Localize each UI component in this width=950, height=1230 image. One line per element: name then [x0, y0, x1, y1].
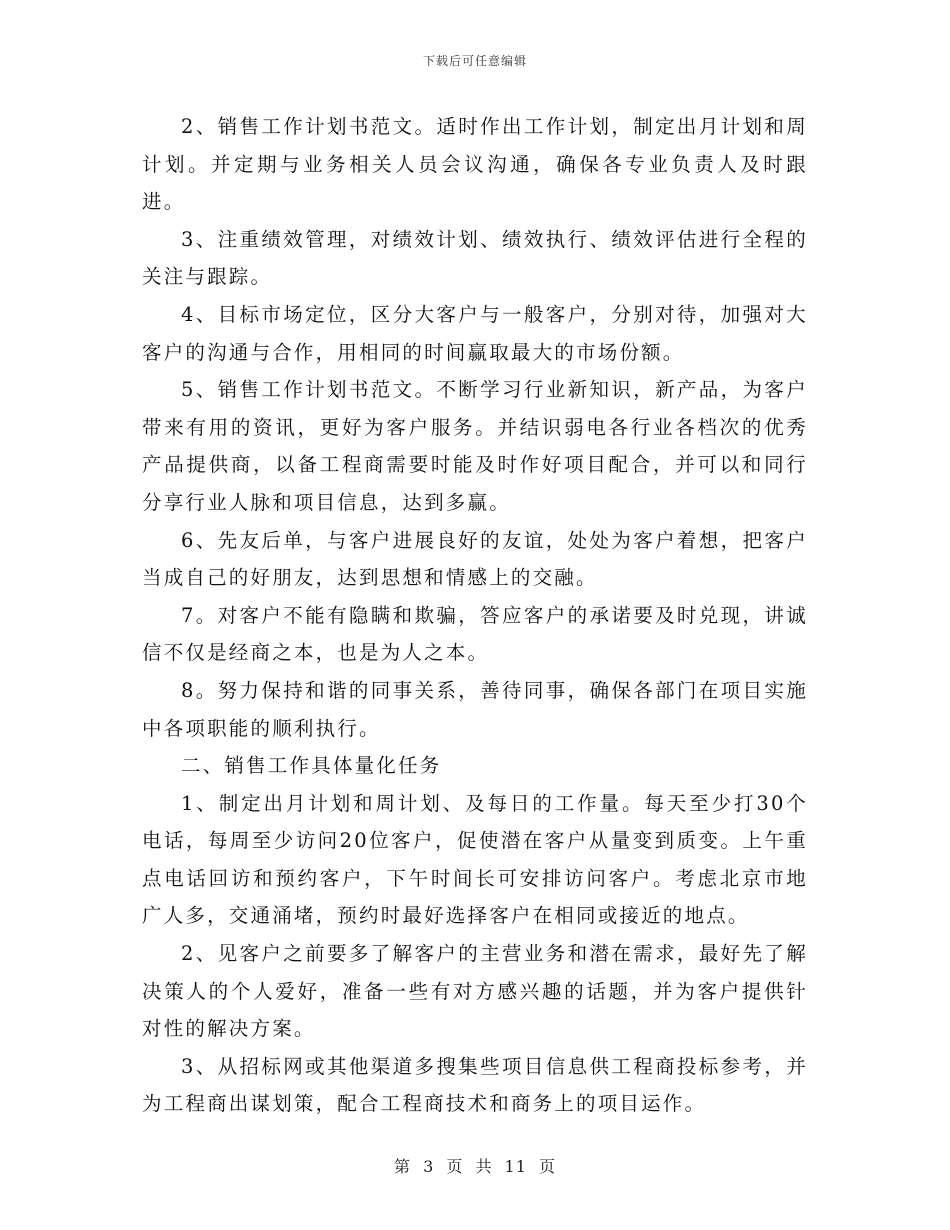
paragraph-item-6: 6、先友后单，与客户进展良好的友谊，处处为客户着想，把客户当成自己的好朋友，达到思想和情感上的交融。 — [142, 528, 808, 590]
page-header: 下载后可任意编辑 — [422, 54, 527, 68]
task-item-2: 2、见客户之前要多了解客户的主营业务和潜在需求，最好先了解决策人的个人爱好，准备一些有对方感兴趣的话题，并为客户提供针对性的解决方案。 — [142, 942, 808, 1041]
paragraph-item-5: 5、销售工作计划书范文。不断学习行业新知识，新产品，为客户带来有用的资讯，更好为客户服务。并结识弱电各行业各档次的优秀产品提供商，以备工程商需要时能及时作好项目配合，并可以和同行分享行业人脉和项目信息，达到多赢。 — [142, 378, 808, 514]
document-body — [142, 108, 808, 1123]
task-item-3: 3、从招标网或其他渠道多搜集些项目信息供工程商投标参考，并为工程商出谋划策，配合工程商技术和商务上的项目运作。 — [142, 1054, 808, 1116]
paragraph-item-8: 8。努力保持和谐的同事关系，善待同事，确保各部门在项目实施中各项职能的顺利执行。 — [142, 678, 808, 740]
paragraph-item-3: 3、注重绩效管理，对绩效计划、绩效执行、绩效评估进行全程的关注与跟踪。 — [142, 227, 808, 289]
paragraph-item-7: 7。对客户不能有隐瞒和欺骗，答应客户的承诺要及时兑现，讲诚信不仅是经商之本，也是为人之本。 — [142, 603, 808, 665]
paragraph-item-4: 4、目标市场定位，区分大客户与一般客户，分别对待，加强对大客户的沟通与合作，用相同的时间赢取最大的市场份额。 — [142, 302, 808, 364]
task-item-1: 1、制定出月计划和周计划、及每日的工作量。每天至少打30个电话，每周至少访问20位客户，促使潜在客户从量变到质变。上午重点电话回访和预约客户，下午时间长可安排访问客户。考虑北京市地广人多，交通涌堵，预约时最好选择客户在相同或接近的地点。 — [142, 791, 808, 928]
page-number-footer: 第 3 页 共 11 页 — [394, 1157, 556, 1176]
paragraph-item-2: 2、销售工作计划书范文。适时作出工作计划，制定出月计划和周计划。并定期与业务相关人员会议沟通，确保各专业负责人及时跟进。 — [142, 115, 808, 214]
section-heading: 二、销售工作具体量化任务 — [181, 754, 442, 778]
